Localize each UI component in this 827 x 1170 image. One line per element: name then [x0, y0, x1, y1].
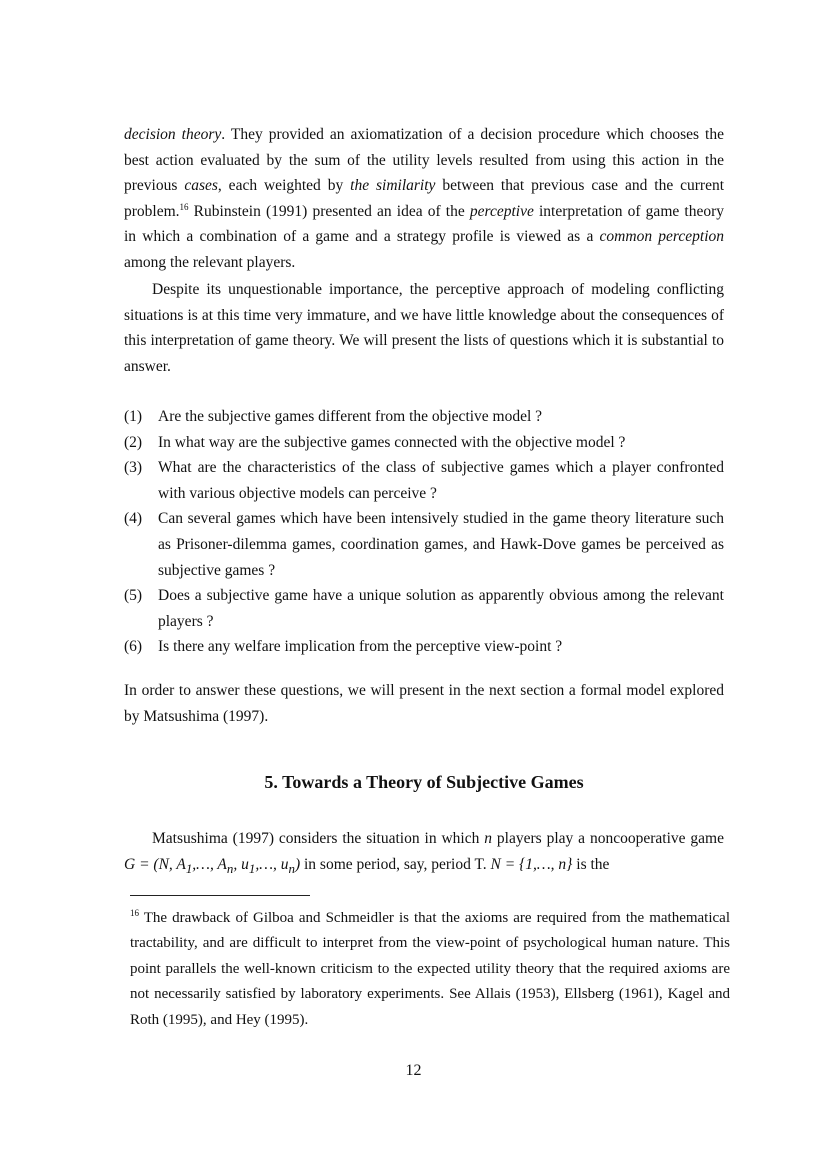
page-number: 12 [405, 1062, 422, 1079]
italic-term: common perception [599, 228, 724, 246]
text-run: . They provided an axiomatization of a decision procedure which chooses the best action evaluated by the sum of the utility levels resulted from using this action in the previous [124, 126, 724, 195]
player-set-formula: N = {1,…, n} [490, 855, 573, 873]
italic-term: decision theory [124, 126, 222, 143]
list-item [124, 430, 724, 456]
footnote-text: The drawback of Gilboa and Schmeidler is that the axioms are required from the mathematical tractability, and are difficult to interpret from the view-point of psychological human nature. This point parallels the well-known criticism to the expected utility theory that the required axioms are not necessarily satisfied by laboratory experiments. See Allais (1953), Ellsberg (1961), Kagel and Roth (1995), and Hey (1995). [130, 910, 730, 1028]
list-item [124, 583, 724, 634]
text-run: is the [572, 855, 610, 873]
text-run: interpretation of game theory in which a combination of a game and a strategy profile is viewed as a [124, 202, 724, 246]
item-number: (6) [124, 638, 143, 656]
text-run: Rubinstein (1991) presented an idea of the [188, 202, 470, 220]
item-text: In what way are the subjective games connected with the objective model ? [158, 433, 626, 451]
list-item [124, 404, 724, 430]
item-text: Does a subjective game have a unique solution as apparently obvious among the relevant players ? [158, 587, 724, 630]
section-heading: 5. Towards a Theory of Subjective Games [264, 772, 584, 792]
item-number: (4) [124, 510, 143, 528]
paragraph-3-text: In order to answer these questions, we will present in the next section a formal model explored by Matsushima (1997). [124, 682, 724, 725]
paragraph-1 [124, 122, 724, 276]
footnote-divider [130, 895, 310, 896]
footnote [130, 906, 730, 1033]
text-run: , each weighted by [217, 177, 351, 195]
paragraph-3 [124, 678, 724, 729]
item-number: (3) [124, 459, 143, 477]
text-run: players play a noncooperative game [492, 830, 724, 847]
text-run: between that previous case and the current problem. [124, 177, 725, 220]
italic-term: cases [184, 177, 218, 195]
list-item [124, 455, 724, 506]
paragraph-2 [124, 277, 724, 379]
footnote-reference: 16 [179, 201, 189, 212]
text-run: in some period, say, period T. [300, 855, 491, 873]
italic-term: the similarity [350, 177, 436, 195]
item-number: (5) [124, 587, 143, 605]
game-formula: G = (N, $A_1,\dots$, $A_n$, $u_1,\dots$, $u_n$) [124, 855, 301, 876]
footnote-number: 16 [130, 908, 139, 918]
item-text: What are the characteristics of the class of subjective games which a player confronted with various objective models can perceive ? [158, 459, 724, 502]
paragraph-2-text: Despite its unquestionable importance, the perceptive approach of modeling conflicting situations is at this time very immature, and we have little knowledge about the consequences of this interpretation of game theory. We will present the lists of questions which it is substantial to answer. [124, 281, 724, 375]
text-run: Matsushima (1997) considers the situation in which [152, 830, 485, 847]
text-run: among the relevant players. [124, 253, 296, 271]
question-list [124, 404, 724, 660]
item-text: Are the subjective games different from the objective model ? [158, 408, 543, 425]
paragraph-4 [124, 826, 724, 881]
list-item [124, 506, 724, 583]
item-number: (2) [124, 433, 143, 451]
list-item [124, 634, 724, 660]
item-number: (1) [124, 408, 143, 425]
math-var: n [484, 830, 493, 847]
item-text: Can several games which have been intensively studied in the game theory literature such as Prisoner-dilemma games, coordination games, and Hawk-Dove games be perceived as subjective games ? [158, 510, 724, 579]
item-text: Is there any welfare implication from the perceptive view-point ? [158, 638, 563, 656]
italic-term: perceptive [469, 202, 534, 220]
